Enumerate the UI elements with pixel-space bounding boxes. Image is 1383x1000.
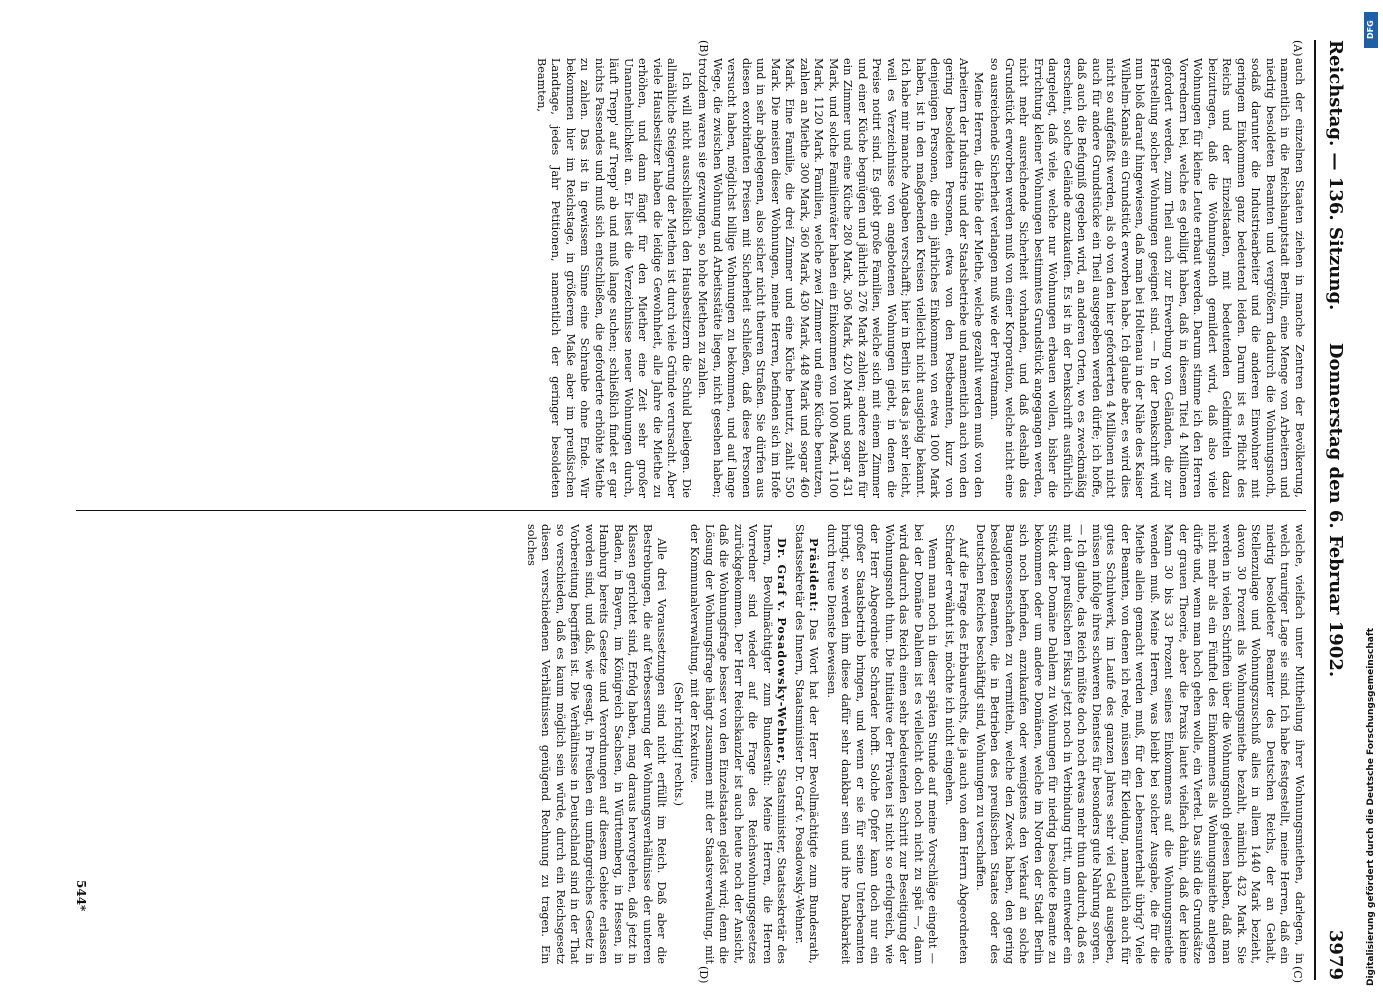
speaker-name: Dr. Graf v. Posadowsky-Wehner, bbox=[775, 538, 790, 765]
margin-marker-d: (D) bbox=[697, 966, 710, 984]
credit-text: Digitalisierung gefördert durch die Deutsche Forschungsgemeinschaft bbox=[1366, 627, 1376, 986]
interjection: (Sehr richtig! rechts.) bbox=[672, 681, 685, 807]
margin-marker-b: (B) bbox=[697, 40, 710, 57]
margin-marker-c: (C) bbox=[1291, 966, 1304, 983]
president-label: Präsident: bbox=[807, 538, 822, 613]
right-column bbox=[66, 524, 1306, 964]
president-text: Das Wort hat der Herr Bevollmächtigte zum Bundesrath, Staatssekretär des Innern, Staatsminister Dr. Graf v. Posadowsky-Wehner. bbox=[793, 524, 821, 964]
paragraph: welche, vielfach unter Mittheilung ihrer Wohnungsmiethen, darlegen, in welch trauriger Lage sie sind. Ich habe festgestellt, meine Herren, daß ein niedrig besoldeter Beamter des Deutschen Reichs, der an Gehalt, Stellenzulage und Wohnungszuschuß alles in allem 1440 Mark bezieht, davon 30 Prozent als Wohnungsmiethe bezahlt, nämlich 432 Mark. Sie werden in vielen Schriften über die Wohnungsnoth gelesen haben, daß man nicht mehr als ein Fünftel des Einkommens als Wohnungsmiethe anlegen dürfe und, wenn man hoch gehen wolle, ein Viertel. Das sind die Grundsätze der grauen Theorie, aber die Praxis lautet vielfach dahin, daß der kleine Mann 30 bis 33 Prozent seines Einkommens auf die Wohnungsmiethe wenden muß. Meine Herren, was bleibt bei solcher Ausgabe, die für die Miethe allein gemacht werden muß, für den Lebensunterhalt übrig? Viele der Beamten, von denen ich rede, müssen für Kleidung, namentlich auch für gutes Schuhwerk, im Laufe des ganzen Jahres sehr viel Geld ausgeben, müssen infolge ihres schweren Dienstes für besonders gute Nahrung sorgen. — Ich glaube, das Reich müßte doch noch etwas mehr thun dadurch, daß es mit dem preußischen Fiskus jetzt noch in Verbindung tritt, um entweder ein Stück der Domäne Dahlem zu Wohnungen für niedrig besoldete Beamte zu bekommen oder um andere Domänen, welche im Norden der Stadt Berlin sich noch befinden, anzukaufen oder wenigstens den Verkauf an solche Baugenossenschaften zu vermitteln, welche den Zweck haben, den gering besoldeten Beamten, die in Betrieben des preußischen Staates oder des Deutschen Reiches beschäftigt sind, Wohnungen zu verschaffen. bbox=[974, 524, 1306, 964]
header-session: Reichstag. — 136. Sitzung. bbox=[1325, 40, 1346, 311]
paragraph: Meine Herren, die Höhe der Miethe, welche gezahlt werden muß von den Arbeitern der Industrie und der Staatsbetriebe und namentlich auch von den gering besoldeten Personen, etwa von den Postbeamten, kurz von denjenigen Personen, die ein jährliches Einkommen von etwa 1000 Mark haben, ist in den maßgebenden Kreisen vielleicht nicht ausgiebig bekannt. Ich habe mir manche Angaben verschafft; hier in Berlin ist das ja sehr leicht, weil es Verzeichnisse von angebotenen Wohnungen giebt, in denen die Preise notirt sind. Es giebt große Familien, welche sich mit einem Zimmer und einer Küche begnügen und jährlich 276 Mark zahlen; andere zahlen für ein Zimmer und eine Küche 280 Mark, 306 Mark, 420 Mark und sogar 431 Mark, und solche Familienväter haben ein Einkommen von 1000 Mark, 1100 Mark, 1120 Mark. Familien, welche zwei Zimmer und eine Küche benutzen, zahlen an Miethe 300 Mark, 360 Mark, 430 Mark, 448 Mark und sogar 460 Mark. Eine Familie, die drei Zimmer und eine Küche benutzt, zahlt 550 Mark. Die meisten dieser Wohnungen, meine Herren, befinden sich im Hofe und in sehr abgelegenen, also sicher nicht theuren Straßen. Sie dürfen aus diesen exorbitanten Preisen mit Sicherheit schließen, daß diese Personen versucht haben, möglichst billige Wohnungen zu bekommen, und auf lange Wege, die zwischen Wohnung und Arbeitsstätte liegen, nicht gesehen haben; trotzdem waren sie gezwungen, so hohe Miethen zu zahlen. bbox=[696, 58, 985, 498]
document-page bbox=[50, 40, 1350, 984]
column-divider bbox=[76, 510, 1306, 511]
paragraph: Auf die Frage des Erbbaurechts, die ja auch von dem Herrn Abgeordneten Schrader erwähnt ist, möchte ich nicht eingehen. bbox=[943, 524, 971, 964]
header-rule bbox=[1314, 40, 1316, 980]
paragraph: Ich will nicht ausschließlich den Hausbesitzern die Schuld beilegen. Die allmähliche Steigerung der Miethen ist durch viele Gründe verursacht. Aber viele Hausbesitzer haben die leidige Gewohnheit, alle Jahre die Miethe zu erhöhen, und dann fängt für den Miether eine Zeit sehr großer Unannehmlichkeit an. Er liest die Verzeichnisse neuer Wohnungen durch, läuft Trepp' auf Trepp' ab und muß lange suchen; schließlich findet er gar nichts Passendes und muß sich entschließen, die geforderte erhöhte Miethe zu zahlen. Das ist in gewissem Sinne eine Schraube ohne Ende. Wir bekommen hier im Reichstage, in größerem Maße aber im preußischen Landtage, jedes Jahr Petitionen, namentlich der geringer besoldeten Beamten, bbox=[535, 58, 693, 498]
speaker-statement bbox=[687, 524, 790, 964]
dfg-logo: DFG bbox=[1364, 12, 1378, 48]
paragraph: Wenn man noch in dieser späten Stunde auf meine Vorschläge eingeht — bei der Domäne Dahlem ist es vielleicht doch noch nicht zu spät —, dann wird dadurch das Reich einen sehr bedeutenden Schritt zur Beseitigung der Wohnungsnoth thun. Die Initiative der Privaten ist nicht so erfolgreich, wie der Herr Abgeordnete Schrader hofft. Solche Opfer kann doch nur ein großer Staatsbetrieb bringen, und wenn er sie für seine Unterbeamten bringt, so werden ihm diese dafür sehr dankbar sein und ihre Dankbarkeit durch treue Dienste beweisen. bbox=[825, 524, 940, 964]
paragraph: auch der einzelnen Staaten ziehen in manche Zentren der Bevölkerung, namentlich in die Reichshauptstadt Berlin, eine Menge von Arbeitern und niedrig besoldeten Beamten und vergrößern dadurch die Wohnungsnoth, sodaß darunter die Industriearbeiter und die anderen Einwohner mit geringem Einkommen ganz bedeutend leiden. Darum ist es Pflicht des Reichs und der Einzelstaaten, mit bedeutenden Geldmitteln dazu beizutragen, daß die Wohnungsnoth gemildert wird, daß also viele Wohnungen für kleine Leute erbaut werden. Darum stimme ich den Herren Vorrednern bei, welche es gebilligt haben, daß in diesem Titel 4 Millionen gefordert werden, zum Theil auch zur Erwerbung von Geländen, die zur Herstellung solcher Wohnungen geeignet sind. — In der Denkschrift wird nun bloß darauf hingewiesen, daß man bei Holtenau in der Nähe des Kaiser Wilhelm-Kanals ein Grundstück erworben habe. Ich glaube aber, es wird dies nicht so aufgefaßt werden, als ob von den hier geforderten 4 Millionen nicht auch für andere Grundstücke ein Theil ausgegeben werden dürfe; ich hoffe, daß auch die Befugniß gegeben wird, an anderen Orten, wo es zweckmäßig erscheint, solche Gelände anzukaufen. Es ist in der Denkschrift ausführlich dargelegt, daß viele, welche nur Wohnungen erbauen wollen, bisher die Errichtung kleiner Wohnungen bestimmtes Grundstück angegangen werden, nicht mehr ausreichende Sicherheit vorhanden, und daß deshalb das Grundstück erworben werden muß von einer Korporation, welche nicht eine so ausreichende Sicherheit verlangen muß wie der Privatmann. bbox=[988, 58, 1306, 498]
running-head bbox=[1320, 40, 1350, 980]
margin-marker-a: (A) bbox=[1291, 40, 1304, 57]
header-date: Donnerstag den 6. Februar 1902. bbox=[1325, 342, 1346, 678]
speaker-text: Staatsminister, Staatssekretär des Innern, Bevollmächtigter zum Bundesrath: Meine Herren, die Herren Vorredner sind wieder auf die Frage des Reichswohnungsgesetzes zurückgekommen. Der Herr Reichskanzler ist auch heute noch der Ansicht, daß die Wohnungsfrage besser von den Einzelstaaten gelöst wird; denn die Lösung der Wohnungsfrage hängt zusammen mit der Staatsverwaltung, mit der Kommunalverwaltung, mit der Exekutive. bbox=[688, 524, 789, 964]
paragraph: Alle drei Voraussetzungen sind nicht erfüllt im Reich. Daß aber die Bestrebungen, die auf Verbesserung der Wohnungsverhältnisse der unteren Klassen gerichtet sind, Erfolg haben, mag daraus hervorgehen, daß jetzt in Baden, in Bayern, im Königreich Sachsen, in Württemberg, in Hessen, in Hamburg bereits Gesetze und Verordnungen auf diesem Gebiete erlassen worden sind, und daß, wie gesagt, in Preußen ein umfangreiches Gesetz in Vorbereitung begriffen ist. Die Verhältnisse in Deutschland sind in der That so verschieden, daß es kaum möglich sein würde, durch ein Reichsgesetz diesen verschiedenen Verhältnissen genügend Rechnung zu tragen. Ein solches bbox=[525, 524, 669, 964]
page-number: 3979 bbox=[1325, 929, 1346, 980]
left-column bbox=[66, 58, 1306, 498]
sheet-number: 544* bbox=[74, 880, 88, 912]
digitization-credit bbox=[1368, 12, 1380, 992]
president-statement bbox=[792, 524, 822, 964]
